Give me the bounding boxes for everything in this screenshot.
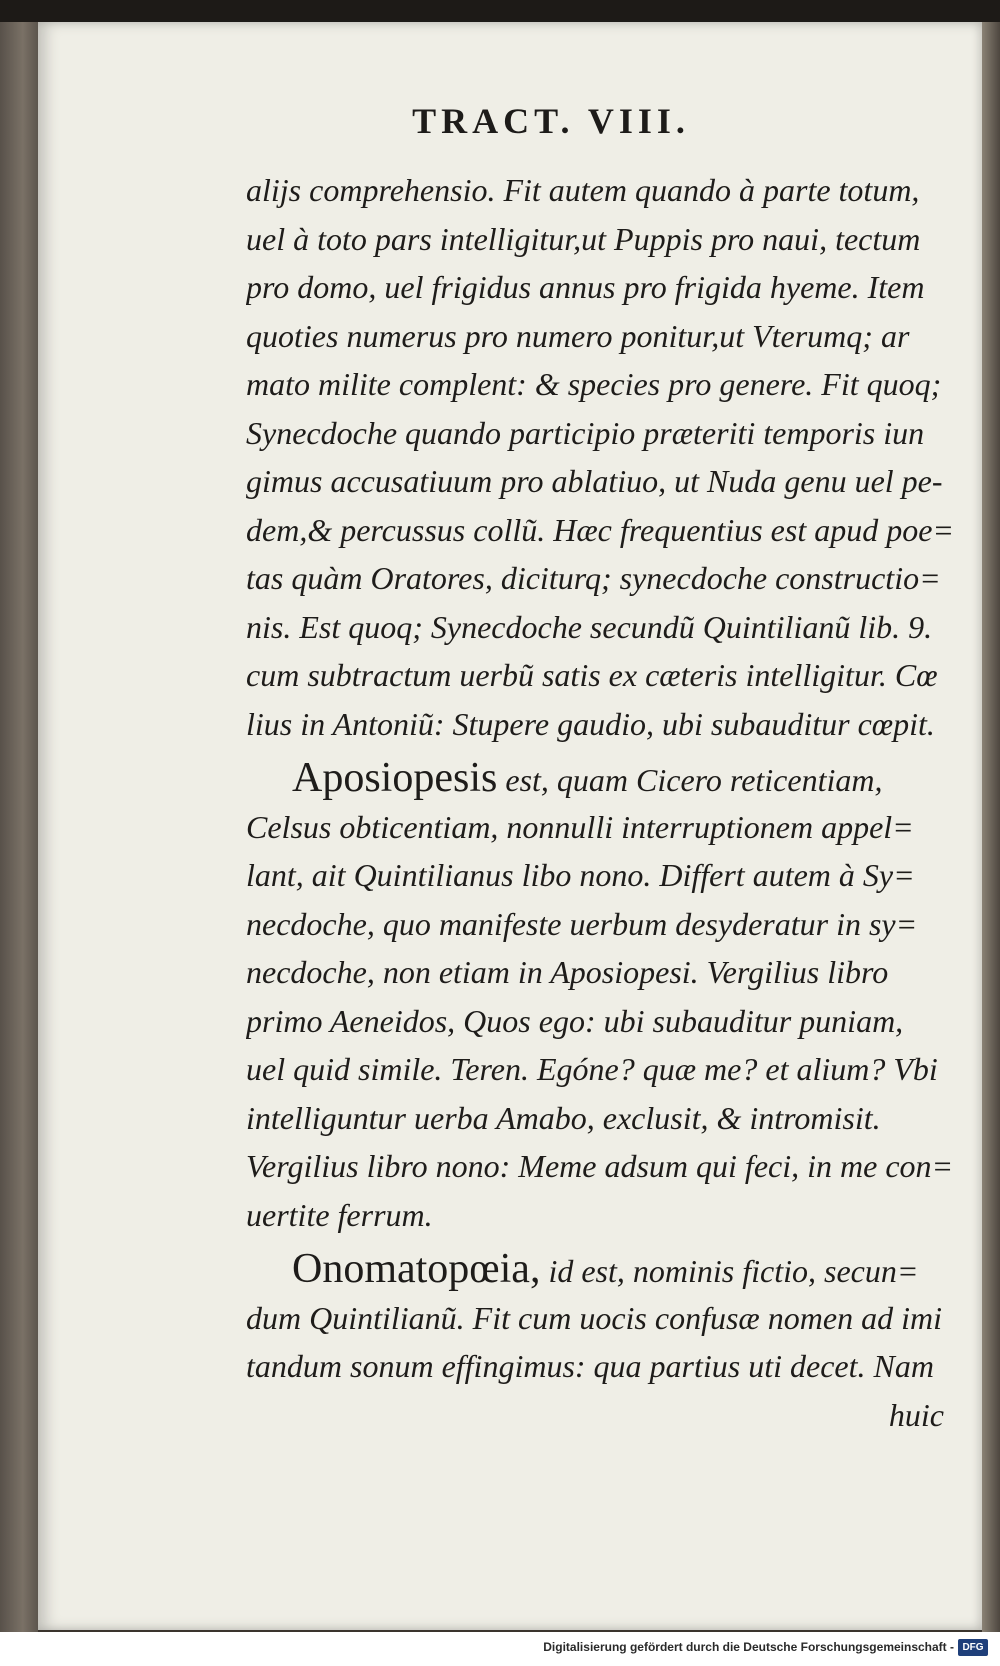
text-line: primo Aeneidos, Quos ego: ubi subauditur puniam, <box>246 1002 904 1039</box>
text-line: necdoche, quo manifeste uerbum desyderatur in sy= <box>246 905 918 942</box>
text-line: uertite ferrum. <box>246 1196 433 1233</box>
text-line: tas quàm Oratores, diciturq; synecdoche constructio= <box>246 560 941 596</box>
text-line: uel à toto pars intelligitur,ut Puppis pro naui, tectum <box>246 220 921 257</box>
funding-credit: Digitalisierung gefördert durch die Deutsche Forschungsgemeinschaft - <box>543 1640 954 1654</box>
paragraph-lead-word: Aposiopesis <box>292 755 498 801</box>
catchword: huic <box>888 1396 944 1433</box>
paragraph-lead-word: Onomatopœia, <box>292 1246 541 1292</box>
text-line: intelliguntur uerba Amabo, exclusit, & intromisit. <box>246 1099 881 1136</box>
text-line: Vergilius libro nono: Meme adsum qui feci, in me con= <box>246 1148 954 1184</box>
body-text <box>246 166 958 1439</box>
text-line: cum subtractum uerbũ satis ex cæteris intelligitur. Cœ <box>246 657 938 693</box>
book-spine-edge <box>0 22 38 1632</box>
paragraph-first-line-text: est, quam Cicero reticentiam, <box>497 762 883 798</box>
text-line: pro domo, uel frigidus annus pro frigida hyeme. Item <box>246 269 925 305</box>
digitization-footer <box>0 1632 1000 1666</box>
text-line: Celsus obticentiam, nonnulli interruptionem appel= <box>246 808 914 845</box>
text-line: necdoche, non etiam in Aposiopesi. Vergilius libro <box>246 954 889 990</box>
paragraph-first-line-text: id est, nominis fictio, secun= <box>540 1253 919 1289</box>
book-page <box>38 22 982 1630</box>
text-line: gimus accusatiuum pro ablatiuo, ut Nuda genu uel pe- <box>246 463 943 499</box>
text-line: Synecdoche quando participio præteriti temporis iun <box>246 414 925 451</box>
text-line: nis. Est quoq; Synecdoche secundũ Quintilianũ lib. 9. <box>246 608 933 645</box>
paragraph-first-line <box>246 754 958 803</box>
text-line: lant, ait Quintilianus libo nono. Differt autem à Sy= <box>246 857 915 893</box>
scan-top-edge <box>0 0 1000 22</box>
book-fore-edge <box>982 22 1000 1632</box>
running-header: TRACT. VIII. <box>412 101 690 141</box>
text-line: mato milite complent: & species pro genere. Fit quoq; <box>246 366 942 402</box>
text-line: lius in Antoniũ: Stupere gaudio, ubi subauditur cœpit. <box>246 705 935 742</box>
text-line: dem,& percussus collũ. Hæc frequentius est apud poe= <box>246 511 955 548</box>
text-line: tandum sonum effingimus: qua partius uti decet. Nam <box>246 1348 934 1384</box>
text-line: quoties numerus pro numero ponitur,ut Vterumq; ar <box>246 317 910 354</box>
dfg-logo-icon: DFG <box>958 1639 988 1656</box>
paragraph-first-line <box>246 1245 958 1294</box>
text-line: alijs comprehensio. Fit autem quando à parte totum, <box>246 172 920 208</box>
text-line: dum Quintilianũ. Fit cum uocis confusæ nomen ad imi <box>246 1299 942 1336</box>
text-line: uel quid simile. Teren. Egóne? quæ me? et alium? Vbi <box>246 1051 938 1087</box>
